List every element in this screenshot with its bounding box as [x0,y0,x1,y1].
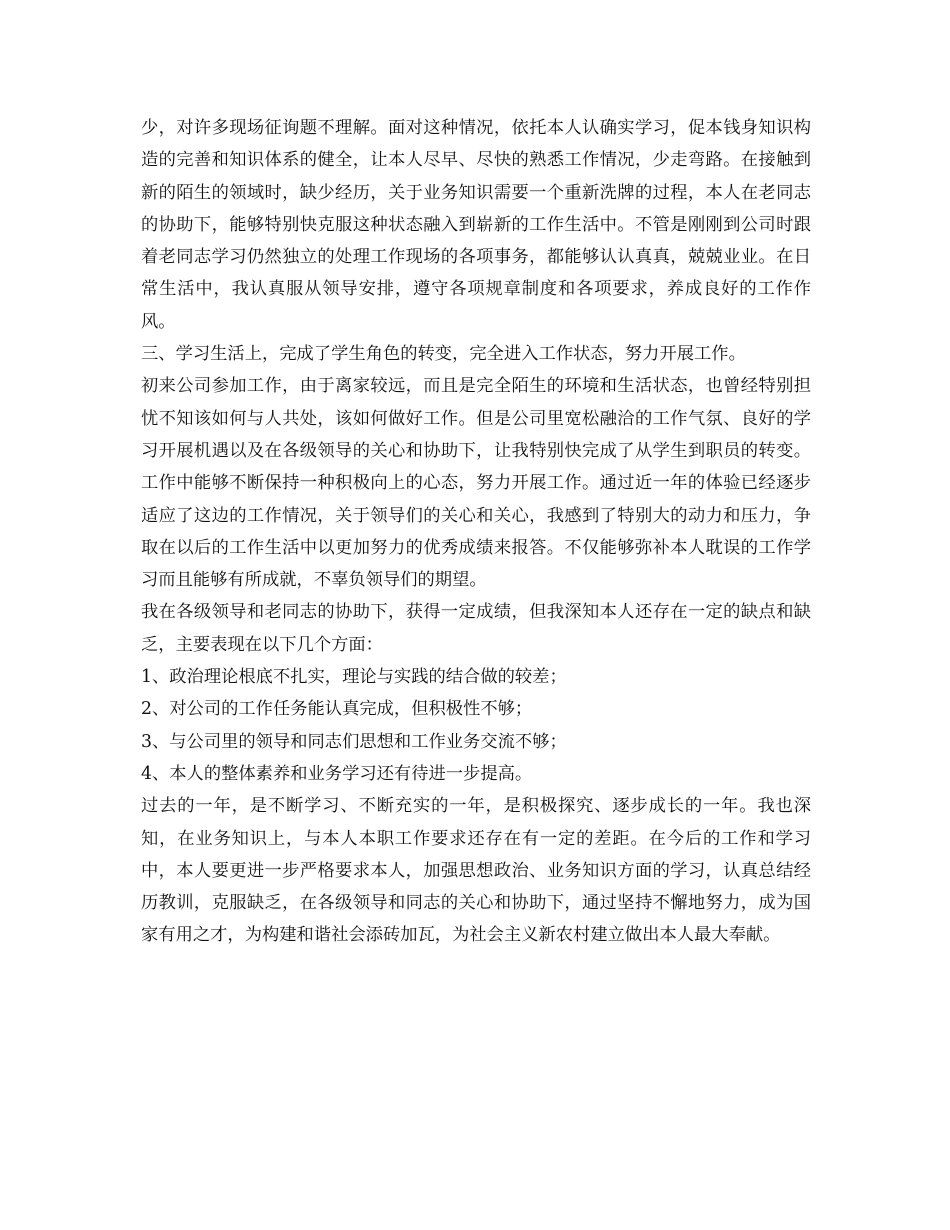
paragraph-work-learning: 少，对许多现场征询题不理解。面对这种情况，依托本人认确实学习，促本钱身知识构造的完善和知识体系的健全，让本人尽早、尽快的熟悉工作情况，少走弯路。在接触到新的陌生的领域时，缺少经历，关于业务知识需要一个重新洗牌的过程，本人在老同志的协助下，能够特别快克服这种状态融入到崭新的工作生活中。不管是刚刚到公司时跟着老同志学习仍然独立的处理工作现场的各项事务，都能够认认真真，兢兢业业。在日常生活中，我认真服从领导安排，遵守各项规章制度和各项要求，养成良好的工作作风。 [141,118,811,332]
paragraph-shortcomings-intro: 我在各级领导和老同志的协助下，获得一定成绩，但我深知本人还存在一定的缺点和缺乏，主要表现在以下几个方面： [141,602,811,655]
paragraph-role-transition: 初来公司参加工作，由于离家较远，而且是完全陌生的环境和生活状态，也曾经特别担忧不知该如何与人共处，该如何做好工作。但是公司里宽松融洽的工作气氛、良好的学习开展机遇以及在各级领导的关心和协助下，让我特别快完成了从学生到职员的转变。工作中能够不断保持一种积极向上的心态，努力开展工作。通过近一年的体验已经逐步适应了这边的工作情况，关于领导们的关心和关心，我感到了特别大的动力和压力，争取在以后的工作生活中以更加努力的优秀成绩来报答。不仅能够弥补本人耽误的工作学习而且能够有所成就，不辜负领导们的期望。 [141,376,811,591]
list-item-3: 3、与公司里的领导和同志们思想和工作业务交流不够； [141,731,567,752]
section-heading-three: 三、学习生活上，完成了学生角色的转变，完全进入工作状态，努力开展工作。 [141,344,746,365]
list-item-4: 4、本人的整体素养和业务学习还有待进一步提高。 [141,763,533,784]
list-item-1: 1、政治理论根底不扎实，理论与实践的结合做的较差； [141,667,567,688]
list-item-2: 2、对公司的工作任务能认真完成，但积极性不够； [141,699,533,720]
paragraph-conclusion: 过去的一年，是不断学习、不断充实的一年，是积极探究、逐步成长的一年。我也深知，在业务知识上，与本人本职工作要求还存在有一定的差距。在今后的工作和学习中，本人要更进一步严格要求本人，加强思想政治、业务知识方面的学习，认真总结经历教训，克服缺乏，在各级领导和同志的关心和协助下，通过坚持不懈地努力，成为国家有用之才，为构建和谐社会添砖加瓦，为社会主义新农村建立做出本人最大奉献。 [141,796,811,946]
document-body [141,112,811,952]
